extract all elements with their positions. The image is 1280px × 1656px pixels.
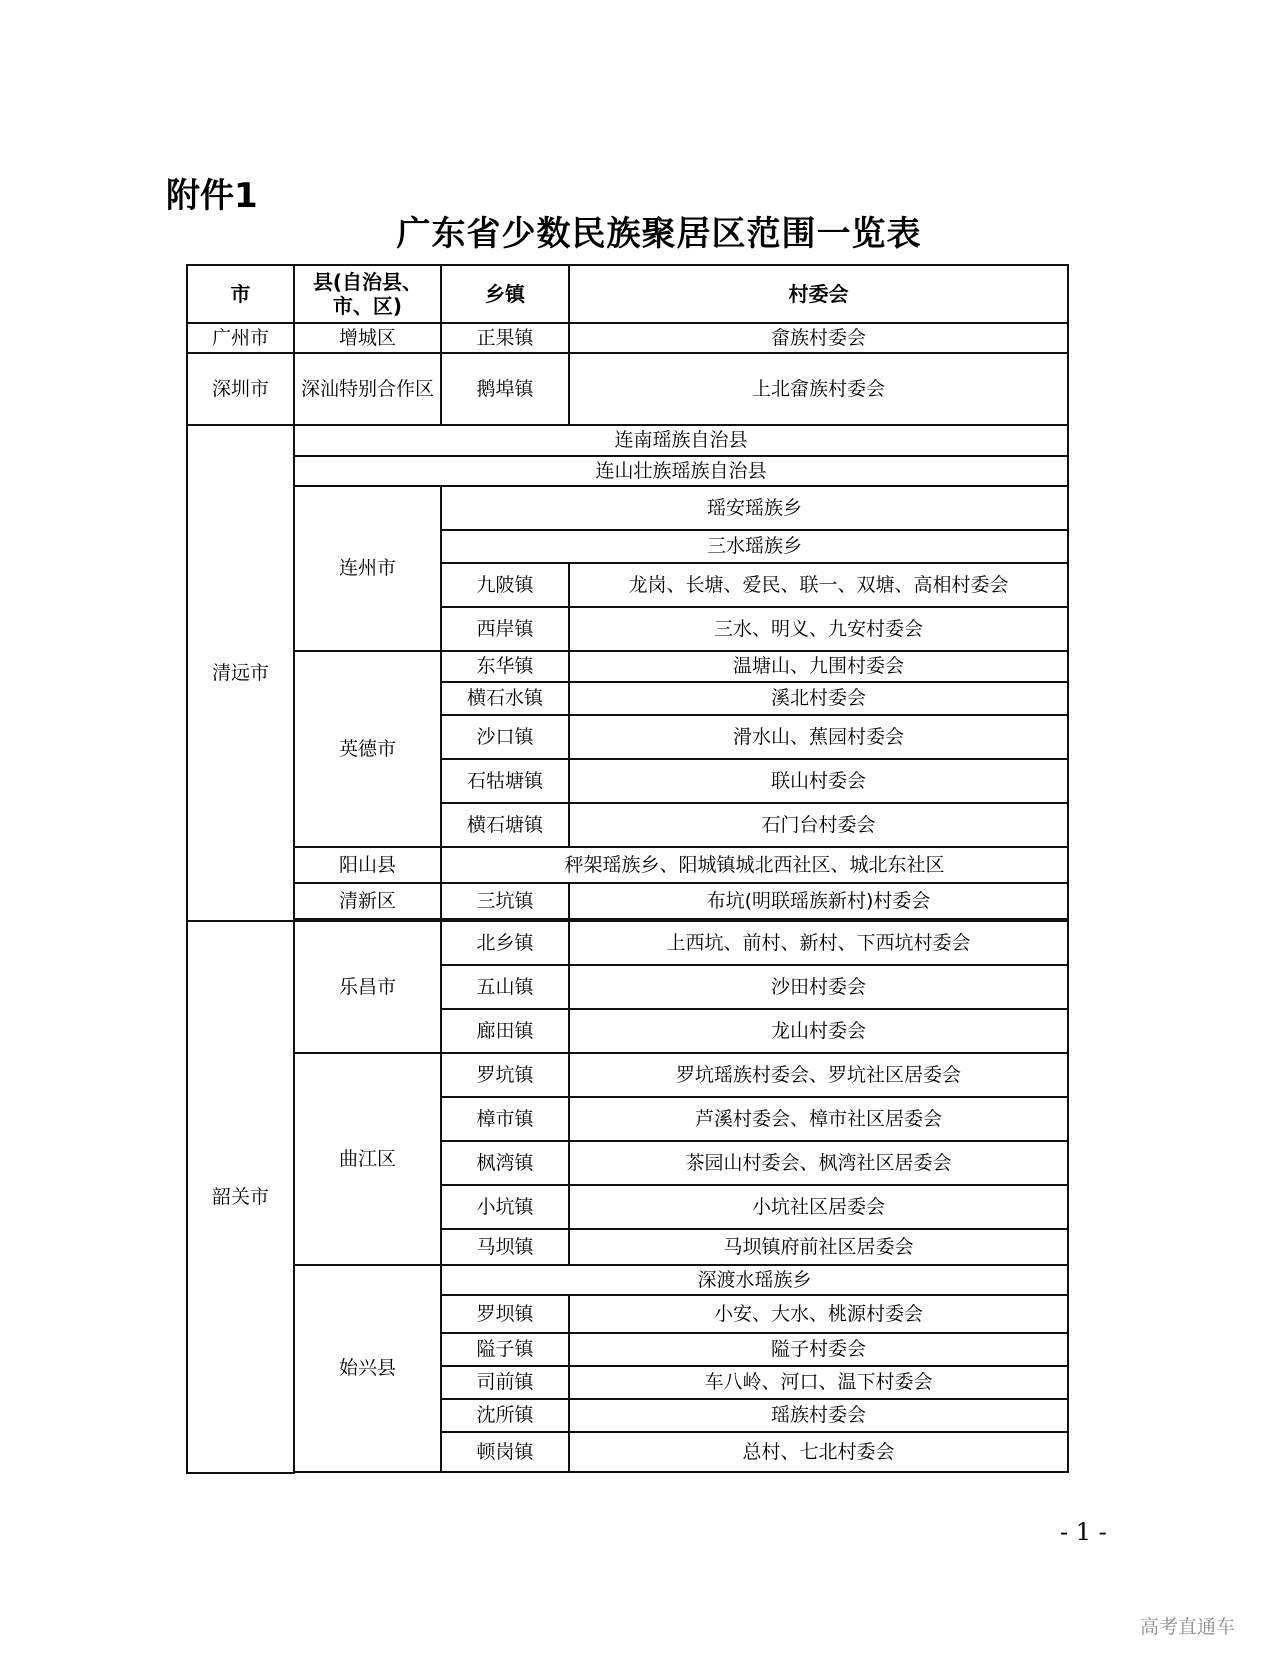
table-row (187, 456, 1068, 486)
county-cell: 乐昌市 (294, 921, 441, 1053)
page-number: - 1 - (1060, 1518, 1107, 1546)
town-cell: 正果镇 (441, 323, 569, 353)
town-cell: 隘子镇 (441, 1333, 569, 1366)
county-merged-cell: 连南瑶族自治县 (294, 425, 1068, 456)
table-row (187, 921, 1068, 965)
town-merged-cell: 三水瑶族乡 (441, 530, 1068, 563)
town-cell: 马坝镇 (441, 1229, 569, 1265)
village-cell: 小安、大水、桃源村委会 (569, 1295, 1068, 1333)
village-cell: 龙岗、长塘、爱民、联一、双塘、高相村委会 (569, 563, 1068, 607)
town-cell: 鹅埠镇 (441, 353, 569, 425)
county-cell: 增城区 (294, 323, 441, 353)
city-cell: 韶关市 (187, 921, 294, 1473)
village-cell: 溪北村委会 (569, 682, 1068, 715)
header-city: 市 (187, 265, 294, 323)
town-cell: 北乡镇 (441, 921, 569, 965)
table-row (187, 425, 1068, 456)
header-town: 乡镇 (441, 265, 569, 323)
village-cell: 芦溪村委会、樟市社区居委会 (569, 1097, 1068, 1141)
town-cell: 廊田镇 (441, 1009, 569, 1053)
village-cell: 瑶族村委会 (569, 1399, 1068, 1432)
county-merged-cell: 连山壮族瑶族自治县 (294, 456, 1068, 486)
village-cell: 沙田村委会 (569, 965, 1068, 1009)
header-village: 村委会 (569, 265, 1068, 323)
village-cell: 三水、明义、九安村委会 (569, 607, 1068, 651)
table-row-spacer (187, 1472, 1068, 1473)
county-cell: 始兴县 (294, 1265, 441, 1472)
village-cell: 畲族村委会 (569, 323, 1068, 353)
village-cell: 布坑(明联瑶族新村)村委会 (569, 883, 1068, 919)
village-cell: 滑水山、蕉园村委会 (569, 715, 1068, 759)
town-cell: 五山镇 (441, 965, 569, 1009)
village-cell: 茶园山村委会、枫湾社区居委会 (569, 1141, 1068, 1185)
village-cell: 上西坑、前村、新村、下西坑村委会 (569, 921, 1068, 965)
town-cell: 横石水镇 (441, 682, 569, 715)
town-cell: 罗坝镇 (441, 1295, 569, 1333)
table-row (187, 1265, 1068, 1295)
county-cell: 深汕特别合作区 (294, 353, 441, 425)
city-cell: 深圳市 (187, 353, 294, 425)
attachment-label: 附件1 (166, 176, 258, 216)
regions-table (186, 264, 1069, 1474)
header-county: 县(自治县、市、区) (294, 265, 441, 323)
table-row (187, 1053, 1068, 1097)
town-cell: 小坑镇 (441, 1185, 569, 1229)
village-cell: 车八岭、河口、温下村委会 (569, 1366, 1068, 1399)
village-cell: 温塘山、九围村委会 (569, 651, 1068, 682)
town-cell: 司前镇 (441, 1366, 569, 1399)
town-cell: 顿岗镇 (441, 1432, 569, 1472)
table-row (187, 486, 1068, 530)
village-cell: 罗坑瑶族村委会、罗坑社区居委会 (569, 1053, 1068, 1097)
county-cell: 连州市 (294, 486, 441, 651)
town-cell: 沈所镇 (441, 1399, 569, 1432)
town-cell: 罗坑镇 (441, 1053, 569, 1097)
county-cell: 曲江区 (294, 1053, 441, 1265)
town-merged-cell: 秤架瑶族乡、阳城镇城北西社区、城北东社区 (441, 847, 1068, 883)
county-cell: 清新区 (294, 883, 441, 919)
table-row (187, 847, 1068, 883)
town-cell: 东华镇 (441, 651, 569, 682)
city-cell: 清远市 (187, 425, 294, 921)
town-cell: 九陂镇 (441, 563, 569, 607)
table-row (187, 651, 1068, 682)
town-cell: 三坑镇 (441, 883, 569, 919)
page-title: 广东省少数民族聚居区范围一览表 (396, 214, 922, 254)
town-cell: 樟市镇 (441, 1097, 569, 1141)
city-cell: 广州市 (187, 323, 294, 353)
village-cell: 总村、七北村委会 (569, 1432, 1068, 1472)
table-row (187, 353, 1068, 425)
town-merged-cell: 瑶安瑶族乡 (441, 486, 1068, 530)
county-cell: 阳山县 (294, 847, 441, 883)
table-row (187, 883, 1068, 919)
watermark-text: 高考直通车 (1140, 1616, 1236, 1638)
village-cell: 马坝镇府前社区居委会 (569, 1229, 1068, 1265)
village-cell: 龙山村委会 (569, 1009, 1068, 1053)
village-cell: 小坑社区居委会 (569, 1185, 1068, 1229)
town-cell: 横石塘镇 (441, 803, 569, 847)
village-cell: 隘子村委会 (569, 1333, 1068, 1366)
town-merged-cell: 深渡水瑶族乡 (441, 1265, 1068, 1295)
table-header-row (187, 265, 1068, 323)
county-cell: 英德市 (294, 651, 441, 847)
village-cell: 上北畲族村委会 (569, 353, 1068, 425)
town-cell: 西岸镇 (441, 607, 569, 651)
table-row (187, 323, 1068, 353)
town-cell: 石牯塘镇 (441, 759, 569, 803)
village-cell: 石门台村委会 (569, 803, 1068, 847)
village-cell: 联山村委会 (569, 759, 1068, 803)
town-cell: 枫湾镇 (441, 1141, 569, 1185)
town-cell: 沙口镇 (441, 715, 569, 759)
